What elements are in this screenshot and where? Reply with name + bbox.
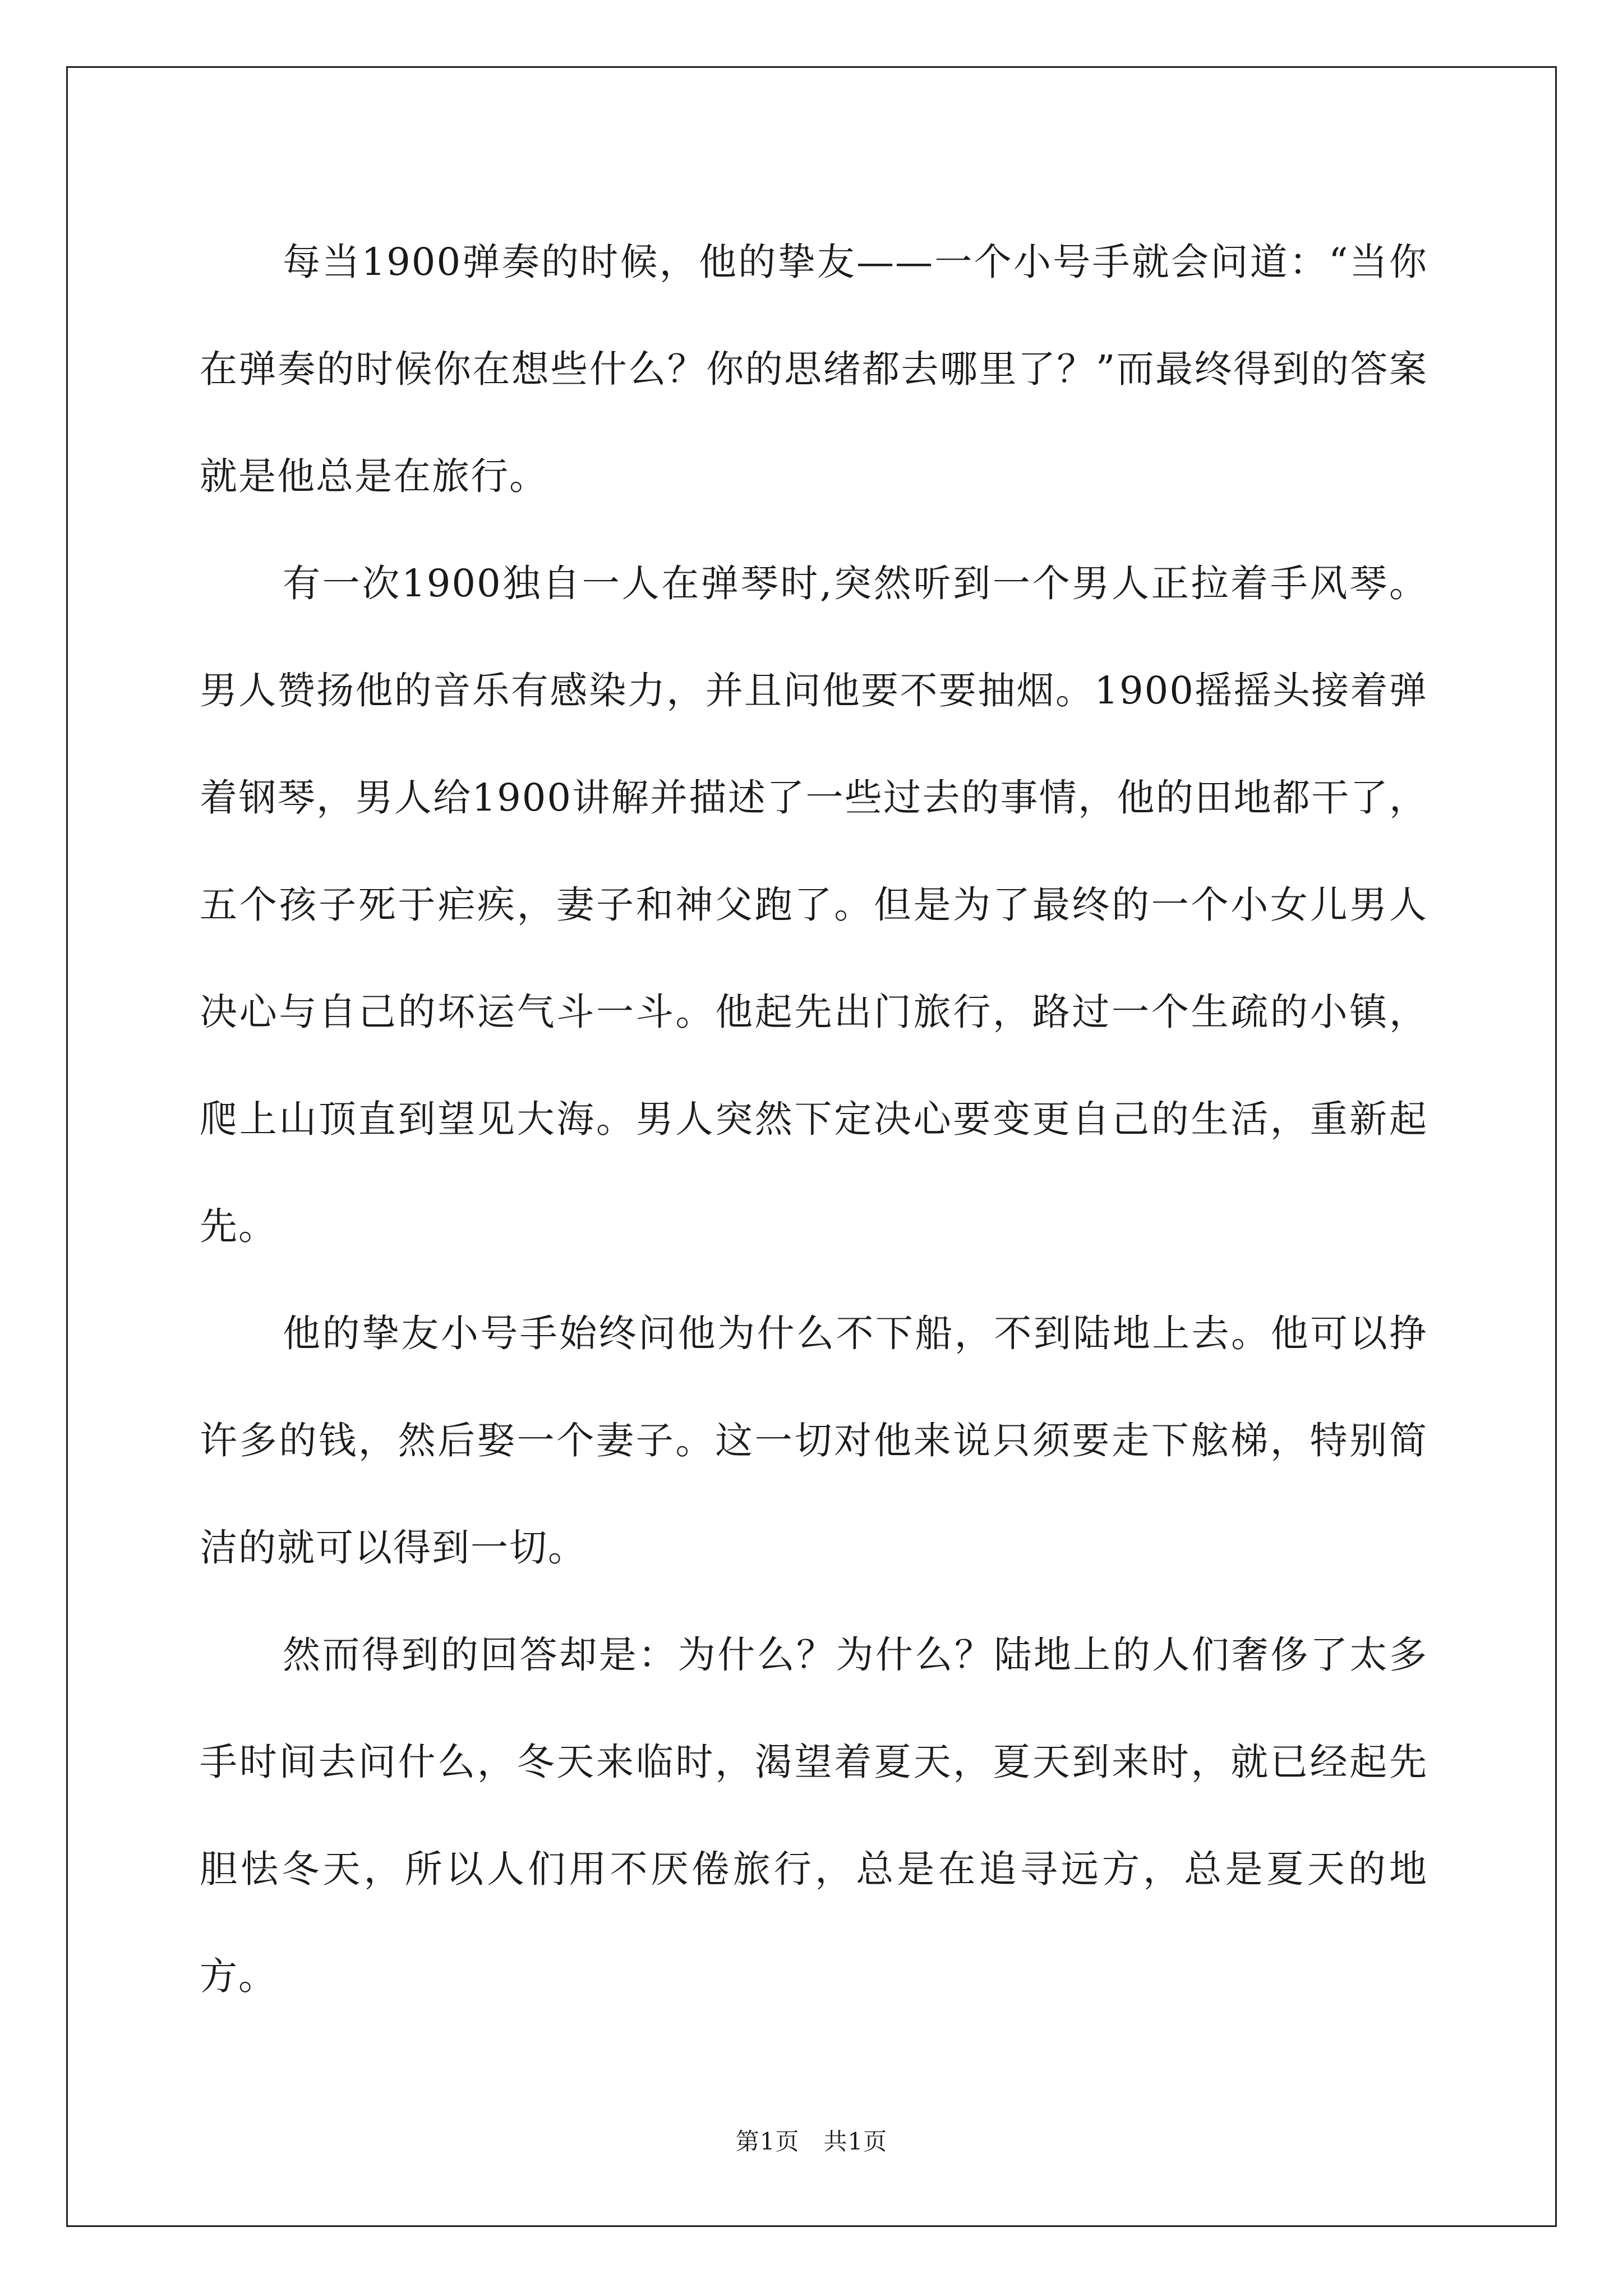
paragraph-2: 有一次1900独自一人在弹琴时,突然听到一个男人正拉着手风琴。男人赞扬他的音乐有感染力，并且问他要不要抽烟。1900摇摇头接着弹着钢琴，男人给1900讲解并描述了一些过去的事情，他的田地都干了，五个孩子死于疟疾，妻子和神父跑了。但是为了最终的一个小女儿男人决心与自己的坏运气斗一斗。他起先出门旅行，路过一个生疏的小镇，爬上山顶直到望见大海。男人突然下定决心要变更自己的生活，重新起先。 [200, 562, 1428, 1248]
page-footer [0, 2125, 1623, 2159]
page-number-current: 第1页 [735, 2128, 800, 2155]
page-number-total: 共1页 [823, 2128, 888, 2155]
paragraph-3: 他的挚友小号手始终问他为什么不下船，不到陆地上去。他可以挣许多的钱，然后娶一个妻子。这一切对他来说只须要走下舷梯，特别简洁的就可以得到一切。 [200, 1312, 1428, 1570]
document-body [200, 209, 1428, 2030]
paragraph-1: 每当1900弹奏的时候，他的挚友——一个小号手就会问道：“当你在弹奏的时候你在想些什么？你的思绪都去哪里了？”而最终得到的答案就是他总是在旅行。 [200, 240, 1428, 498]
paragraph-4: 然而得到的回答却是：为什么？为什么？陆地上的人们奢侈了太多手时间去问什么，冬天来临时，渴望着夏天，夏天到来时，就已经起先胆怯冬天，所以人们用不厌倦旅行，总是在追寻远方，总是夏天的地方。 [200, 1633, 1428, 1998]
